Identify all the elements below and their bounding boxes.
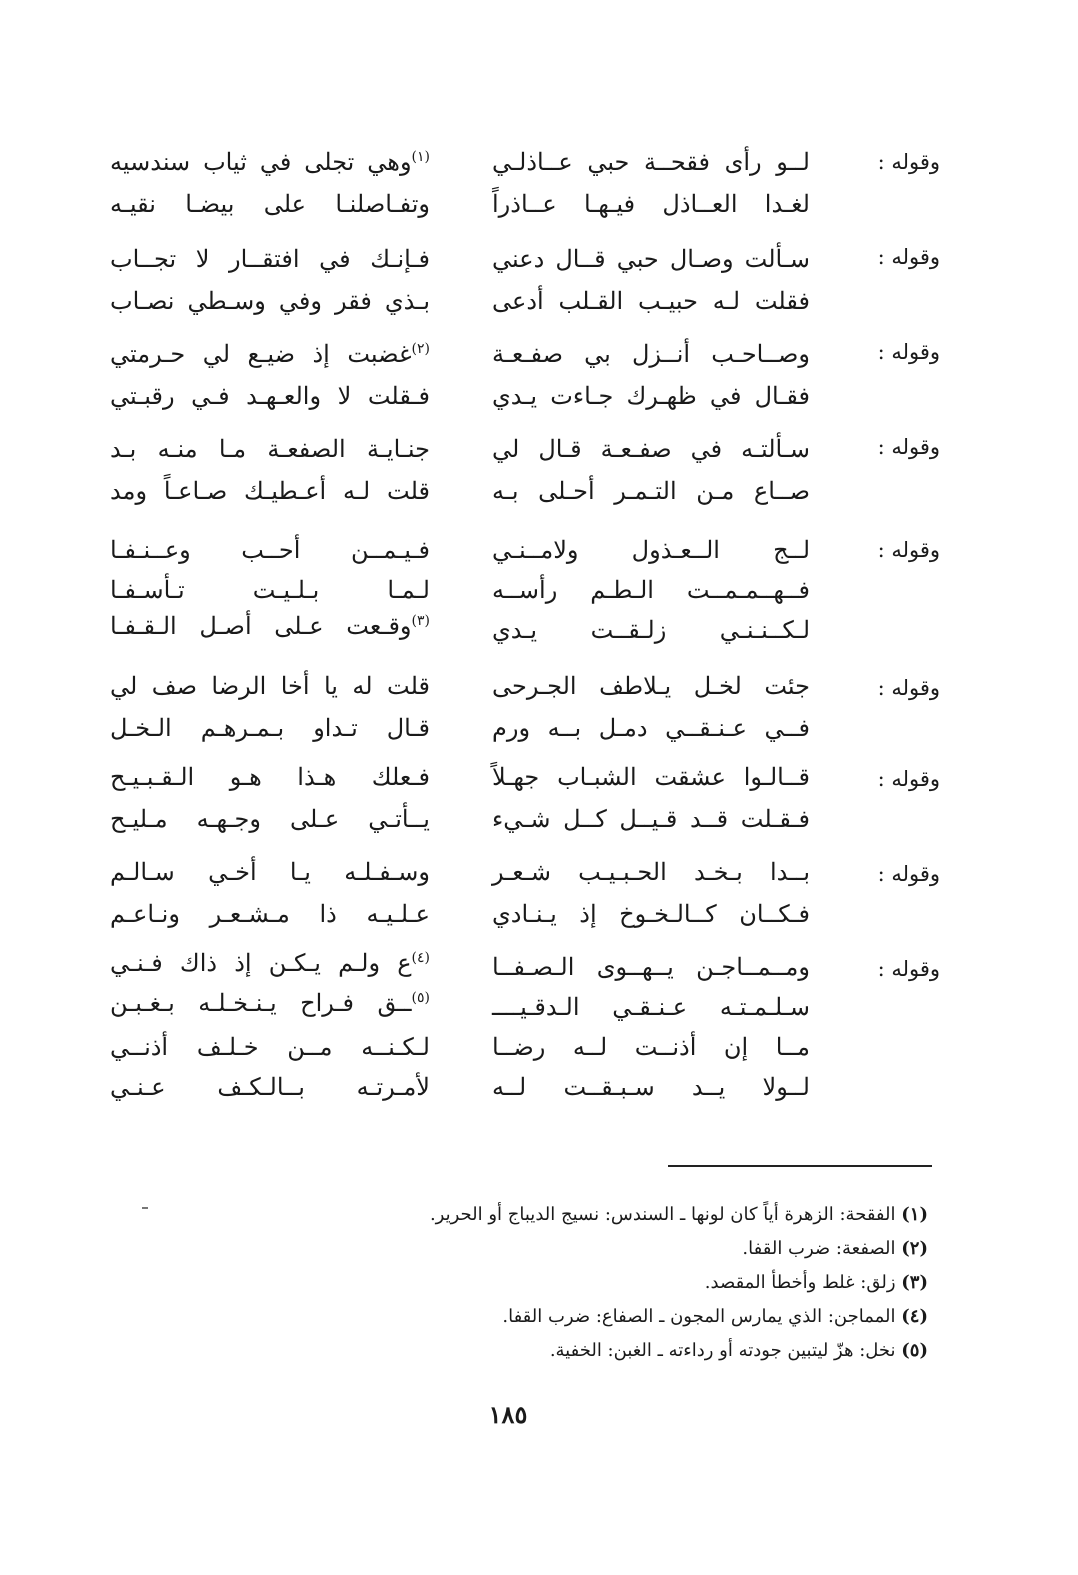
footnote-text: الفقحة: الزهرة أياً كان لونها ـ السندس: نسيج الديباج أو الحرير. [429, 1204, 896, 1225]
footnote [328, 1198, 928, 1232]
poem-label: وقوله : [877, 538, 940, 562]
verse-second-hemistich: وسـفـلـه يـا أخـي سـالـم [110, 858, 430, 886]
poem-entry [100, 755, 950, 845]
verse-first-hemistich: لــولا يــد سـبـقــت لــه [492, 1073, 810, 1101]
verse-first-hemistich: صــاع مـن التـمـر أحـلى بـه [492, 477, 810, 505]
verse-second-hemistich: قلت له يا أخا الرضا صف لي [110, 672, 430, 700]
footnote [328, 1334, 928, 1368]
verse-first-hemistich: فــي عـنـقــي دمـل بــه ورم [492, 714, 810, 742]
page-number: ١٨٥ [488, 1400, 528, 1429]
verse-first-hemistich: لــج الــعـذول ولامــنـي [492, 536, 810, 564]
verse-second-hemistich: يــأتـي عـلى وجـهـه مـليـح [110, 805, 430, 833]
footnote-text: زلق: غلط وأخطأ المقصد. [704, 1272, 896, 1293]
footnote [328, 1300, 928, 1334]
poem-label: وقوله : [877, 767, 940, 791]
poem-entry [100, 140, 950, 230]
footnote-number: (٣) [901, 1272, 928, 1293]
poem-label: وقوله : [877, 150, 940, 174]
poem-entry [100, 945, 950, 1115]
poem-entry [100, 520, 950, 655]
poem-label: وقوله : [877, 957, 940, 981]
verse-second-hemistich: قلت لـه أعـطيـك صـاعـاً ومد [110, 477, 430, 505]
verse-second-hemistich: $^{(٢)}$غضبت إذ ضيـع لي حـرمتي [110, 340, 430, 368]
footnote-marker: (٤) [411, 950, 430, 966]
verse-first-hemistich: قــالـوا عشقت الشبـاب جهـلاً [492, 763, 810, 791]
verse-first-hemistich: فقلت لـه حبيـب القـلب أدعى [492, 287, 810, 315]
poem-label: وقوله : [877, 340, 940, 364]
verse-second-hemistich: $^{(٣)}$وقـعت عـلى أصـل الـقـفـا [110, 612, 430, 640]
footnote-text: الصفعة: ضرب القفا. [742, 1238, 896, 1259]
verse-second-hemistich: قـال تـداو بـمـرهـم الـخـل [110, 714, 430, 742]
verse-second-hemistich: فـيـمــن أحــب وعــنـفـا [110, 536, 430, 564]
verse-first-hemistich: وصــاحـب أنــزل بي صفـعـة [492, 340, 810, 368]
verse-second-hemistich: $^{(٥)}$ــق فـراح يـنـخـلـه بـغـبـن [110, 989, 430, 1017]
poem-entry [100, 330, 950, 420]
footnote [328, 1232, 928, 1266]
verse-first-hemistich: لــو رأى فقحــة حبي عــاذلـي [492, 148, 810, 176]
footnote-text: نخل: هزّ ليتبين جودته أو رداءته ـ الغبن: الخفية. [549, 1340, 896, 1361]
verse-first-hemistich: لـكــنـنـي زلـقــت يـدي [492, 616, 810, 644]
footnote-marker: (٣) [411, 613, 430, 629]
poem-entry [100, 660, 950, 750]
verse-first-hemistich: لغـدا العــاذل فيـهـا عــاذراً [492, 190, 810, 218]
verse-first-hemistich: سـألتـه في صفـعـة قـال لي [492, 435, 810, 463]
footnote-marker: (٥) [411, 990, 430, 1006]
poem-entry [100, 235, 950, 325]
verse-second-hemistich: $^{(١)}$وهي تجلى في ثياب سندسيه [110, 148, 430, 176]
verse-second-hemistich: لأمـرتـه بــالـكـف عـنـي [110, 1073, 430, 1101]
footnote-text: المماجن: الذي يمارس المجون ـ الصفاع: ضرب القفا. [502, 1306, 896, 1327]
verse-first-hemistich: جئت لخـل يـلاطف الجـرحى [492, 672, 810, 700]
verse-second-hemistich: بـذي فقر وفي وسـطي نصـاب [110, 287, 430, 315]
footnote-number: (١) [901, 1204, 928, 1225]
print-speck [142, 1207, 148, 1209]
poem-label: وقوله : [877, 245, 940, 269]
verse-second-hemistich: $^{(٤)}$ع ولـم يـكـن إذ ذاك فـنـي [110, 949, 430, 977]
verse-second-hemistich: وتفـاصلنـا على بيضـا نقيـه [110, 190, 430, 218]
footnote-marker: (٢) [411, 341, 430, 357]
verse-second-hemistich: فـقلت لا والعـهـد فـي رقبـتي [110, 382, 430, 410]
verse-second-hemistich: لـمـا بـلـيـت تـأسـفـا [110, 576, 430, 604]
poem-entry [100, 850, 950, 940]
footnote-number: (٤) [901, 1306, 928, 1327]
verse-first-hemistich: مــا إن أذنــت لــه رضــا [492, 1033, 810, 1061]
verse-second-hemistich: عـلـيـه ذا مـشـعـر ونـاعـم [110, 900, 430, 928]
footnote [328, 1266, 928, 1300]
poem-label: وقوله : [877, 862, 940, 886]
footnote-number: (٥) [901, 1340, 928, 1361]
poem-label: وقوله : [877, 435, 940, 459]
footnote-number: (٢) [901, 1238, 928, 1259]
verse-first-hemistich: فـكــان كــالـخـوخ إذ يـنـادي [492, 900, 810, 928]
footnote-marker: (١) [411, 149, 430, 165]
poem-entry [100, 425, 950, 515]
verse-first-hemistich: فــهــمـمــت الـطـم رأســه [492, 576, 810, 604]
verse-first-hemistich: سـلـمـتـه عـنـقـي الـدقـيــــ [492, 993, 810, 1021]
verse-first-hemistich: فقـال في ظهـرك جـاءت يـدي [492, 382, 810, 410]
verse-first-hemistich: فـقـلت قــد قـيــل كــل شـيء [492, 805, 810, 833]
footnote-separator [668, 1165, 932, 1167]
verse-second-hemistich: فـإنـك في افتقــار لا تجــاب [110, 245, 430, 273]
verse-first-hemistich: سـألت وصـال حبي قــال دعني [492, 245, 810, 273]
verse-first-hemistich: بــدا بـخـد الحـبـيـب شـعـر [492, 858, 810, 886]
footnotes [328, 1198, 928, 1368]
poem-label: وقوله : [877, 676, 940, 700]
verse-second-hemistich: جنـايـة الصفعـة مـا منـه بـد [110, 435, 430, 463]
verse-second-hemistich: لـكـنــه مــن خـلـف أذنــي [110, 1033, 430, 1061]
verse-first-hemistich: ومــمــاجـن يــهــوى الـصـفــا [492, 953, 810, 981]
verse-second-hemistich: فـعلك هـذا هـو الـقـبـيـح [110, 763, 430, 791]
